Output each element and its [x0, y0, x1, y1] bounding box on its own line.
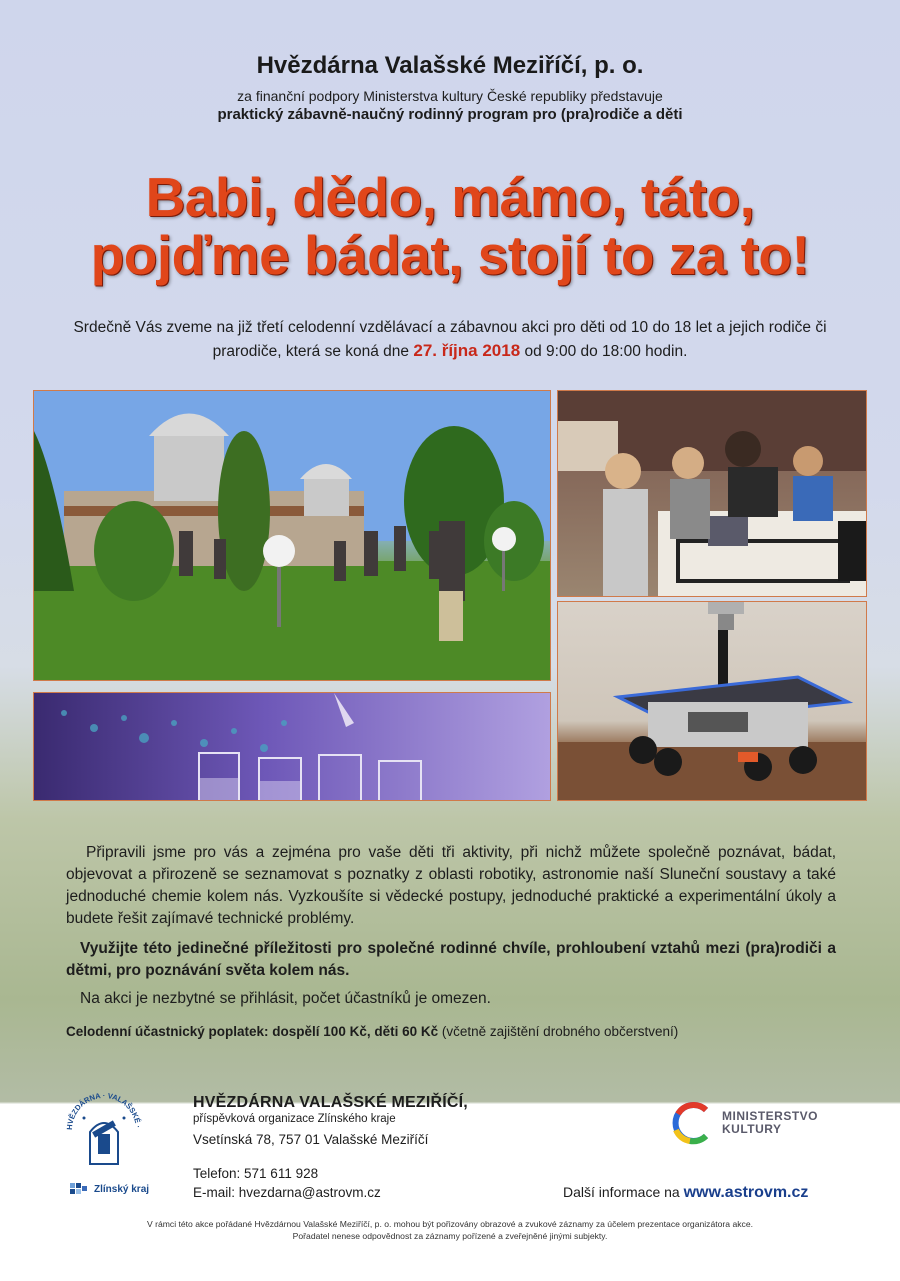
robotics-kids-photo: [557, 390, 867, 597]
ministry-logo: [668, 1100, 818, 1146]
observatory-logo-icon: [62, 1088, 146, 1172]
robot-scene: [558, 602, 867, 801]
organization-phone: Telefon: 571 611 928: [193, 1166, 319, 1181]
kraj-squares-icon: [70, 1183, 90, 1195]
zlinsky-kraj-logo: [70, 1183, 149, 1195]
program-line: praktický zábavně-naučný rodinný program pro (pra)rodiče a děti: [217, 106, 683, 123]
paragraph-activities: Připravili jsme pro vás a zejména pro vaše děti tři aktivity, při nichž můžete společně poznávat, bádat, objevovat a přirozeně se seznamovat s poznatky z oblasti robotiky, astronomie naší Sluneční soustavy a také jednoduché chemie kolem nás. Vyzkoušíte si vědecké postupy, jednoduché praktické a experimentální úkoly a budete řešit zajímavé technické problémy.: [66, 843, 836, 927]
observatory-scene: [34, 391, 551, 681]
organization-email[interactable]: E-mail: hvezdarna@astrovm.cz: [193, 1185, 381, 1200]
disclaimer-line-1: V rámci této akce pořádané Hvězdárnou Valašské Meziříčí, p. o. mohou být pořizovány obrazové a zvukové záznamy za účelem prezentace organizátora akce.: [146, 1219, 753, 1229]
organization-address: Vsetínská 78, 757 01 Valašské Meziříčí: [193, 1132, 429, 1147]
sponsor-line: za finanční podpory Ministerstva kultury České republiky představuje: [237, 88, 663, 104]
organization-type: příspěvková organizace Zlínského kraje: [193, 1113, 396, 1125]
more-info: [563, 1184, 808, 1202]
disclaimer-line-2: Pořadatel nenese odpovědnost za záznamy pořízené a zveřejněné jinými subjekty.: [292, 1231, 608, 1241]
ministry-label-1: MINISTERSTVO: [722, 1109, 819, 1123]
fee-note: (včetně zajištění drobného občerstvení): [441, 1024, 679, 1039]
fee-amounts: Celodenní účastnický poplatek: dospělí 100 Kč, děti 60 Kč: [66, 1024, 439, 1039]
chemistry-photo: [33, 692, 551, 801]
observatory-photo: [33, 390, 551, 681]
organization-name: HVĚZDÁRNA VALAŠSKÉ MEZIŘÍČÍ,: [193, 1094, 468, 1111]
page-title: Hvězdárna Valašské Meziříčí, p. o.: [256, 52, 644, 79]
paragraph-registration: Na akci je nezbytné se přihlásit, počet účastníků je omezen.: [80, 989, 491, 1007]
invitation-text: [60, 316, 840, 363]
website-link[interactable]: www.astrovm.cz: [683, 1184, 809, 1201]
ministry-label-2: KULTURY: [722, 1122, 782, 1136]
invitation-part-2: od 9:00 do 18:00 hodin.: [524, 343, 688, 360]
fee-line: [66, 1024, 846, 1039]
kraj-label: Zlínský kraj: [94, 1183, 150, 1195]
headline-line-2: pojďme bádat, stojí to za to!: [90, 224, 810, 286]
chemistry-scene: [34, 693, 551, 801]
svg-text:HVĚZDÁRNA · VALAŠSKÉ · MEZIŘÍČ: HVĚZDÁRNA · VALAŠSKÉ ·: [64, 1090, 143, 1131]
invitation-part-1: Srdečně Vás zveme na již třetí celodenní vzdělávací a zábavnou akci pro děti od 10 do 18 let a jejich rodiče či prarodiče, která se koná dne: [73, 319, 827, 360]
event-date: 27. října 2018: [413, 341, 521, 360]
disclaimer: [0, 1218, 900, 1242]
headline-line-1: Babi, dědo, mámo, táto,: [145, 166, 755, 228]
robotics-scene: [558, 391, 867, 597]
observatory-logo: [62, 1088, 146, 1172]
more-info-label: Další informace na: [563, 1184, 680, 1200]
paragraph-opportunity: Využijte této jedinečné příležitosti pro společné rodinné chvíle, prohloubení vztahů mezi (pra)rodiči a dětmi, pro poznávání světa kolem nás.: [66, 939, 836, 979]
lego-robot-photo: [557, 601, 867, 801]
ministry-c-icon: [668, 1100, 714, 1146]
